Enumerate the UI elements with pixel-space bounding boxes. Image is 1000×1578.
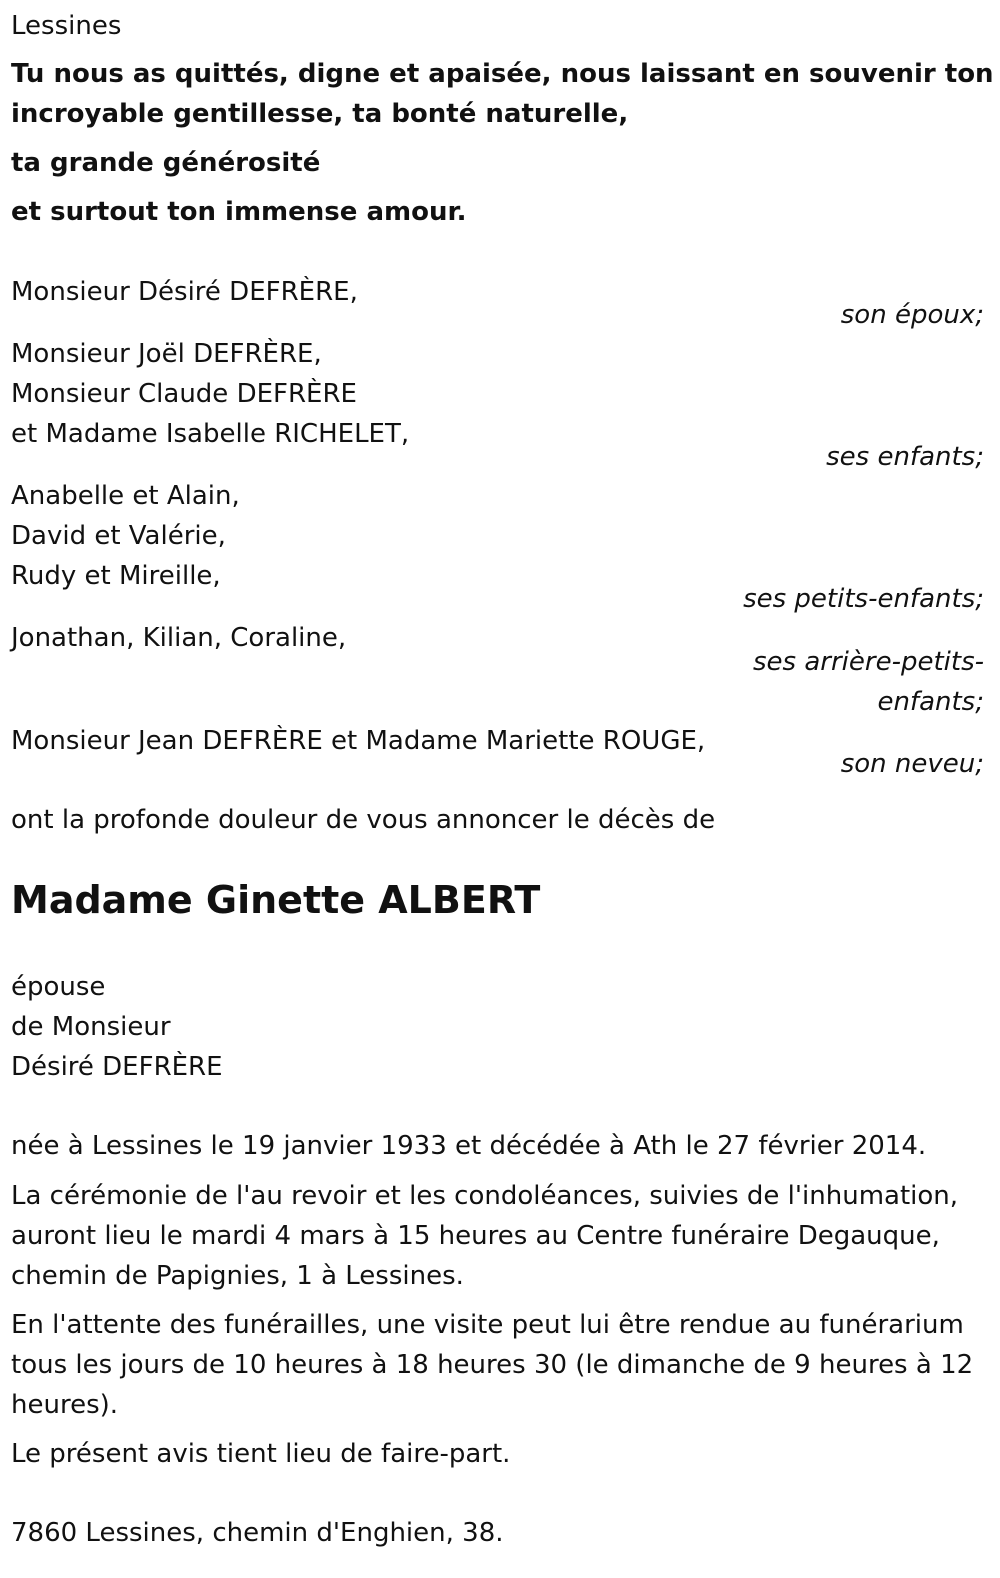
address-block (11, 1513, 504, 1553)
deceased-name: Madame Ginette ALBERT (11, 878, 541, 922)
quote-line: et surtout ton immense amour. (11, 197, 467, 227)
great-grandchildren-role (753, 642, 984, 722)
spouse-of-line: Désiré DEFRÈRE (11, 1052, 223, 1082)
family-name: David et Valérie, (11, 521, 226, 551)
quote-block-2 (11, 143, 320, 183)
quote-line: Tu nous as quittés, digne et apaisée, nous laissant en souvenir ton (11, 59, 994, 89)
address-text: 7860 Lessines, chemin d'Enghien, 38. (11, 1518, 504, 1548)
spouse-of-line: de Monsieur (11, 1012, 171, 1042)
ceremony-line: chemin de Papignies, 1 à Lessines. (11, 1261, 464, 1291)
quote-block (11, 54, 994, 134)
great-grandchildren-names (11, 618, 346, 658)
spouse-of-line: épouse (11, 972, 106, 1002)
family-name: Monsieur Jean DEFRÈRE et Madame Mariette ROUGE, (11, 726, 706, 756)
visit-block (11, 1305, 973, 1425)
spouse-names (11, 272, 358, 312)
location-text: Lessines (11, 11, 122, 41)
role-line: ses arrière-petits- (753, 647, 984, 677)
spouse-role: son époux; (840, 300, 984, 330)
ceremony-line: auront lieu le mardi 4 mars à 15 heures au Centre funéraire Degauque, (11, 1221, 940, 1251)
announcement-text: ont la profonde douleur de vous annoncer le décès de (11, 805, 716, 835)
birth-death-text: née à Lessines le 19 janvier 1933 et décédée à Ath le 27 février 2014. (11, 1131, 927, 1161)
grandchildren-role: ses petits-enfants; (743, 584, 984, 614)
family-name: Monsieur Joël DEFRÈRE, (11, 339, 322, 369)
notice-text: Le présent avis tient lieu de faire-part. (11, 1439, 511, 1469)
deceased-block (11, 876, 540, 924)
notice-block (11, 1434, 510, 1474)
grandchildren-names (11, 476, 240, 596)
family-name: Rudy et Mireille, (11, 561, 221, 591)
family-name: et Madame Isabelle RICHELET, (11, 419, 410, 449)
nephew-role: son neveu; (840, 749, 984, 779)
ceremony-block (11, 1176, 958, 1296)
spouse-of-block (11, 967, 223, 1087)
quote-line: ta grande générosité (11, 148, 321, 178)
family-name: Jonathan, Kilian, Coraline, (11, 623, 347, 653)
location-header (11, 6, 121, 46)
family-name: Monsieur Désiré DEFRÈRE, (11, 277, 358, 307)
announcement (11, 800, 715, 840)
visit-line: heures). (11, 1390, 119, 1420)
children-names (11, 334, 409, 454)
role-line: enfants; (877, 687, 984, 717)
family-name: Monsieur Claude DEFRÈRE (11, 379, 357, 409)
quote-line: incroyable gentillesse, ta bonté naturelle, (11, 99, 629, 129)
visit-line: En l'attente des funérailles, une visite peut lui être rendue au funérarium (11, 1310, 964, 1340)
birth-death (11, 1126, 926, 1166)
visit-line: tous les jours de 10 heures à 18 heures 30 (le dimanche de 9 heures à 12 (11, 1350, 974, 1380)
family-name: Anabelle et Alain, (11, 481, 240, 511)
nephew-names (11, 721, 705, 761)
children-role: ses enfants; (826, 442, 984, 472)
quote-block-3 (11, 192, 466, 232)
ceremony-line: La cérémonie de l'au revoir et les condoléances, suivies de l'inhumation, (11, 1181, 959, 1211)
